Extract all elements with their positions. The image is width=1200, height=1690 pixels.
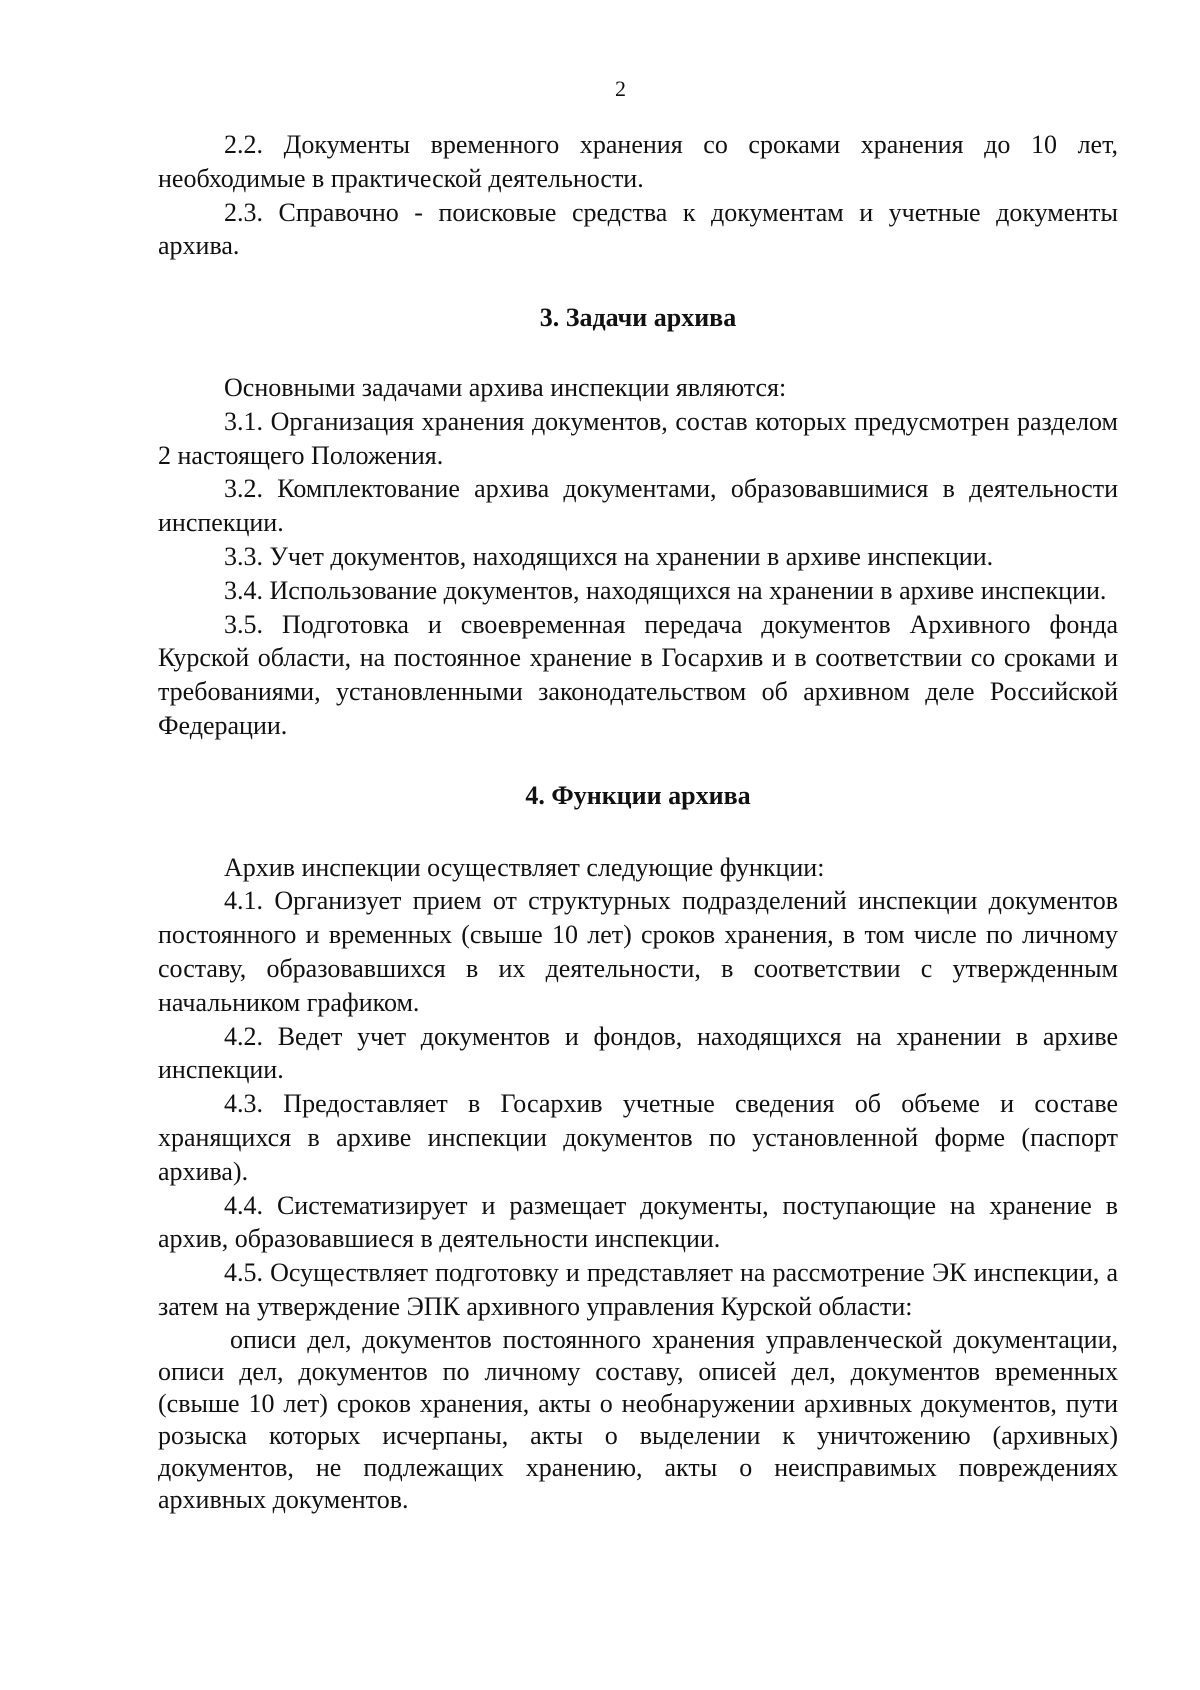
list-item-4-3: 4.3. Предоставляет в Госархив учетные сведения об объеме и составе хранящихся в архиве инспекции документов по установленной форме (паспорт архива).: [158, 1089, 1118, 1186]
paragraph-2-3: 2.3. Справочно - поисковые средства к документам и учетные документы архива.: [158, 197, 1118, 261]
document-body: [158, 128, 1118, 1516]
list-item-4-5: 4.5. Осуществляет подготовку и представляет на рассмотрение ЭК инспекции, а затем на утверждение ЭПК архивного управления Курской области:: [158, 1258, 1118, 1321]
list-item-4-1: 4.1. Организует прием от структурных подразделений инспекции документов постоянного и временных (свыше 10 лет) сроков хранения, в том числе по личному составу, образовавшихся в их деятельности, в соответствии с утвержденным начальником графиком.: [158, 886, 1118, 1017]
section-4-intro: Архив инспекции осуществляет следующие функции:: [224, 852, 825, 882]
section-4-heading: 4. Функции архива: [525, 780, 751, 810]
section-3-intro: Основными задачами архива инспекции являются:: [224, 372, 787, 402]
list-item-4-4: 4.4. Систематизирует и размещает документы, поступающие на хранение в архив, образовавшиеся в деятельности инспекции.: [158, 1190, 1118, 1254]
paragraph-2-2: 2.2. Документы временного хранения со сроками хранения до 10 лет, необходимые в практической деятельности.: [158, 130, 1118, 193]
list-item-3-4: 3.4. Использование документов, находящихся на хранении в архиве инспекции.: [224, 575, 1107, 605]
list-item-3-3: 3.3. Учет документов, находящихся на хранении в архиве инспекции.: [224, 541, 994, 571]
list-item-3-5: 3.5. Подготовка и своевременная передача документов Архивного фонда Курской области, на постоянное хранение в Госархив и в соответствии со сроками и требованиями, установленными законодательством об архивном деле Российской Федерации.: [158, 609, 1118, 740]
list-item-3-1: 3.1. Организация хранения документов, состав которых предусмотрен разделом 2 настоящего Положения.: [158, 406, 1118, 470]
section-3-heading: 3. Задачи архива: [539, 303, 737, 333]
list-item-3-2: 3.2. Комплектование архива документами, образовавшимися в деятельности инспекции.: [158, 474, 1118, 538]
list-item-4-5-details: описи дел, документов постоянного хранения управленческой документации, описи дел, документов по личному составу, описей дел, документов временных (свыше 10 лет) сроков хранения, акты о необнаружении архивных документов, пути розыска которых исчерпаны, акты о выделении к уничтожению (архивных) документов, не подлежащих хранению, акты о неисправимых повреждениях архивных документов.: [158, 1324, 1118, 1514]
list-item-4-2: 4.2. Ведет учет документов и фондов, находящихся на хранении в архиве инспекции.: [158, 1021, 1118, 1085]
page-number: 2: [615, 76, 626, 101]
